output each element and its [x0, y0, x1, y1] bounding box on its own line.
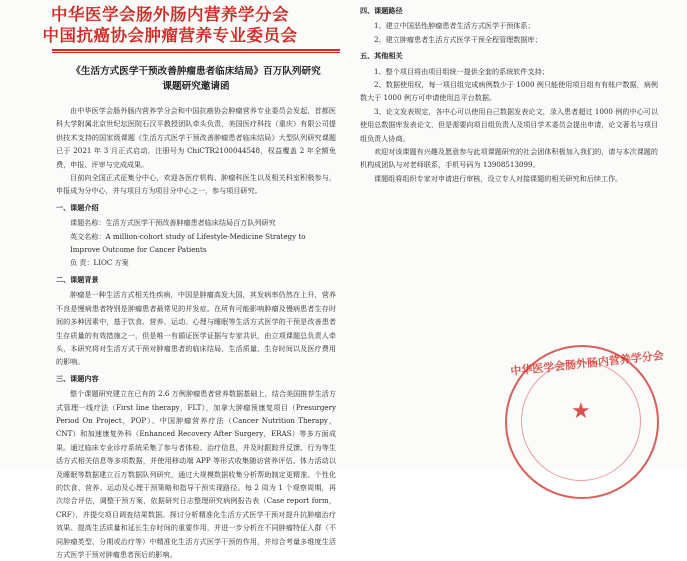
letterhead-rule: [52, 49, 340, 51]
section-5-heading: 五、其他相关: [360, 51, 403, 61]
other-item-3: 3、论文发表规定，各中心可以使用自己数据发表论文，录入患者超过 1000 例的中心可以使用总数据库发表论文，但是需要向项目组负责人及项目学术委员会提出申请，论文著名与项目组负责人协商。: [360, 106, 658, 143]
project-lead: 负 责：LIOC 方案: [70, 258, 129, 268]
letterhead: [0, 4, 340, 46]
path-item-2: 2、建立肿瘤患者生活方式医学干预全程管理数据库；: [374, 34, 542, 44]
closing-paragraph: 欢迎对该课题有兴趣及愿意参与此项课题研究的社会团体积极加入我们的，请与本次课题的机构成团队与对老师联系，手机号码为 13908513099。: [360, 147, 658, 170]
intro-paragraph: 由中华医学会肠外肠内营养学分会和中国抗癌协会肿瘤营养专业委员会发起，首都医科大学附属北京世纪坛医院石汉平教授团队牵头负责，美国医疗科技（重庆）有限公司提供技术支持的国家级课题《生活方式医学干预改善肿瘤患者临床结局》大型队列研究课题已于 2021 年 3 月正式启动，注册号为 ChiCTR2100044548，权益覆盖 2 年全额免费，申报、评审与完成成果。: [56, 106, 336, 169]
project-name-en: 英文名称：A million-cohort study of Lifestyle-Medicine Strategy to Improve Outcome for Cancer Patients: [70, 231, 306, 255]
title-line-2: 课题研究邀请函: [162, 81, 230, 92]
background-paragraph: 肿瘤是一种生活方式相关性疾病，中国是肿瘤高发大国，其发病率仍然在上升，营养不良是慢病患者特别是肿瘤患者最常见的并发症。在所有可能影响肿瘤及慢病患者生存时间的多种因素中，基于饮食、营养、运动、心理与睡眠等生活方式医学的干预是改善患者生存质量的有效措施之一，但是唯一有循证医学证据与专家共识，由立项课题总负责人牵头，本研究将对生活方式干预对肿瘤患者的临床结局、生活质量、生存时间以及医疗费用的影响。: [56, 290, 336, 367]
path-item-1: 1、建立中国恶性肿瘤患者生活方式医学干预体系；: [374, 21, 535, 31]
title-line-1: 《生活方式医学干预改善肿瘤患者临床结局》百万队列研究: [71, 66, 321, 77]
right-column: [360, 4, 658, 185]
content-paragraph: 整个课题研究建立在已有的 2.6 万例肿瘤患者营养数据基础上，结合美国推荐生活方式管理一线疗法（First line therapy，FLT），加拿大肿瘤预康复项目（Presurgery Period On Project，POP）、中国肿瘤营养疗法（Cancer Nutrition Therapy，CNT）和加速康复外科（Enhanced Recovery After Surgery，ERAS）等多方面成果。通过临床专业诊疗系统采集了参与者体检、治疗信息，并及时跟踪并反馈、行为等生活方式相关信息等多项数据，并使用移动端 APP 等形式收集随访营养评估、体力活动以及睡眠等数据建立百万数据队列研究，通过大规模数据收集分析帮助制定更精准、个性化的饮食、营养、运动及心理干预策略和指导干预实现路径。每 2 周为 1 个观察周期，再次综合评估，调整干预方案，依据研究日志整理研究病例报告表（Case report form，CRF），并提交项目调查结果数据。探讨分析精准化生活方式医学干预对提升抗肿瘤治疗效果、提高生活质量和延长生存时间的重要作用，并进一步分析在不同肿瘤特征人群（不同肿瘤类型、分期或治疗等）中精准化生活方式医学干预的作用，并综合考量多维度生活方式医学干预对肿瘤患者预后的影响。: [56, 389, 336, 559]
letterhead-line-1: 中华医学会肠外肠内营养学分会: [51, 5, 289, 24]
section-1-heading: 一、课题介绍: [56, 202, 99, 212]
seal-text: 中华医学会肠外肠内营养学分会: [509, 348, 665, 379]
official-seal: [505, 345, 665, 499]
other-item-1: 1、整个项目将由项目组统一提供全套的系统软件支持；: [374, 66, 549, 76]
intro-paragraph-2: 目前向全国正式征集分中心，欢迎各医疗机构、肿瘤科医生以及相关科室积极参与，申报成为分中心，并与项目方为项目分中心之一，参与项目研究。: [56, 173, 336, 196]
section-3-heading: 三、课题内容: [56, 373, 99, 383]
left-column: [56, 60, 336, 561]
other-item-2: 2、数据使用权，每一项目组完成病例数少于 1000 例只能使用项目组有有账户数据，病例数大于 1000 例方可申请使用总平台数据。: [360, 80, 658, 103]
document-title: [56, 64, 336, 94]
section-2-heading: 二、课题背景: [56, 274, 99, 284]
letterhead-line-2: 中国抗癌协会肿瘤营养专业委员会: [42, 26, 298, 45]
section-4-heading: 四、课题路径: [360, 6, 403, 15]
closing-paragraph-2: 课题组将组织专家对申请进行审核，设立专人对接课题的相关研究和后续工作。: [374, 173, 623, 183]
letterhead-rule-thin: [52, 52, 340, 53]
seal-star-icon: ★: [571, 399, 591, 424]
project-name-cn: 课题名称：生活方式医学干预改善肿瘤患者临床结局百万队列研究: [70, 218, 276, 228]
